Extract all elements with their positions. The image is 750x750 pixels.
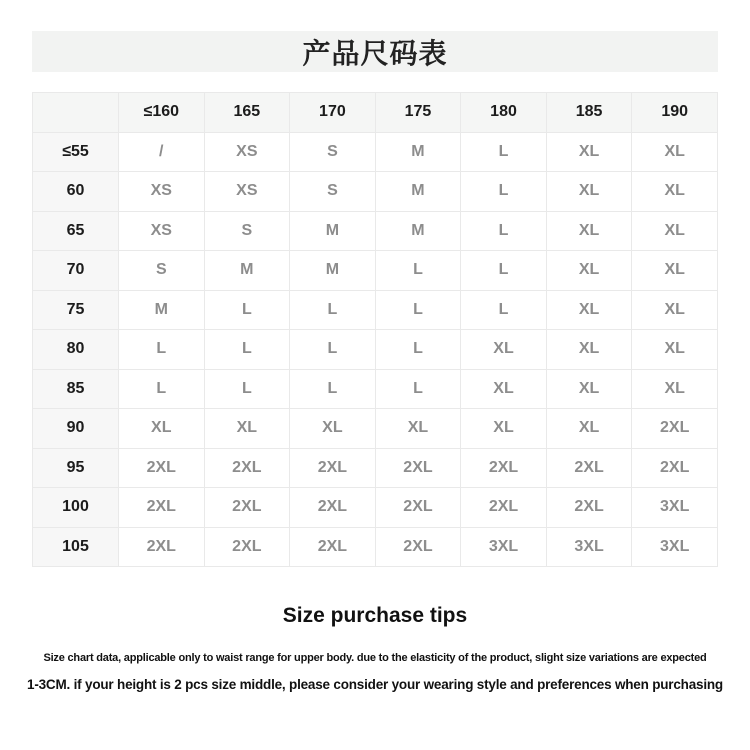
size-value-cell: S [204,211,290,251]
weight-label-cell: 100 [33,488,119,528]
size-value-cell: XL [546,132,632,172]
size-value-cell: XL [632,211,718,251]
size-value-cell: 2XL [290,527,376,567]
size-value-cell: M [204,251,290,291]
size-value-cell: L [119,369,205,409]
size-table-row [33,330,718,370]
size-value-cell: L [375,251,461,291]
tips-section [0,604,750,692]
size-value-cell: 2XL [375,448,461,488]
height-header-cell: 165 [204,93,290,133]
weight-label-cell: 105 [33,527,119,567]
height-header-cell: 180 [461,93,547,133]
tips-line-1: Size chart data, applicable only to waist range for upper body. due to the elasticity of the product, slight size variations are expected [43,652,707,664]
size-table-row [33,488,718,528]
corner-cell [33,93,119,133]
size-value-cell: 2XL [119,527,205,567]
size-value-cell: XL [546,290,632,330]
size-value-cell: XL [632,251,718,291]
height-header-cell: 185 [546,93,632,133]
size-value-cell: M [290,211,376,251]
size-value-cell: M [375,132,461,172]
weight-label-cell: ≤55 [33,132,119,172]
size-chart-page [0,31,750,750]
size-table-row [33,172,718,212]
size-value-cell: XS [204,132,290,172]
size-value-cell: L [204,290,290,330]
size-value-cell: L [204,330,290,370]
size-value-cell: 2XL [546,488,632,528]
size-table-head [33,93,718,133]
size-value-cell: XL [632,290,718,330]
size-value-cell: 2XL [119,488,205,528]
size-value-cell: 2XL [204,448,290,488]
size-value-cell: 2XL [290,448,376,488]
size-value-cell: 2XL [632,409,718,449]
size-value-cell: XL [632,369,718,409]
size-table-body [33,132,718,567]
size-value-cell: 2XL [546,448,632,488]
size-value-cell: 3XL [632,527,718,567]
size-value-cell: 2XL [461,488,547,528]
size-value-cell: L [290,330,376,370]
size-table-row [33,527,718,567]
size-value-cell: L [119,330,205,370]
size-value-cell: L [461,290,547,330]
size-value-cell: XL [375,409,461,449]
size-value-cell: XL [632,132,718,172]
size-table-row [33,409,718,449]
size-value-cell: XL [546,409,632,449]
size-table-row [33,132,718,172]
size-table-row [33,448,718,488]
size-value-cell: L [290,290,376,330]
height-header-cell: 170 [290,93,376,133]
size-value-cell: XL [632,172,718,212]
size-value-cell: XL [632,330,718,370]
weight-label-cell: 95 [33,448,119,488]
height-header-cell: 175 [375,93,461,133]
size-value-cell: S [119,251,205,291]
size-value-cell: XL [546,251,632,291]
size-value-cell: L [375,369,461,409]
size-table-row [33,211,718,251]
weight-label-cell: 80 [33,330,119,370]
size-value-cell: L [204,369,290,409]
size-value-cell: M [119,290,205,330]
size-value-cell: XL [290,409,376,449]
weight-label-cell: 65 [33,211,119,251]
weight-label-cell: 60 [33,172,119,212]
size-value-cell: L [461,132,547,172]
title-bar [32,31,718,72]
size-value-cell: XL [546,211,632,251]
size-value-cell: L [375,330,461,370]
size-value-cell: L [461,172,547,212]
size-value-cell: XL [461,330,547,370]
size-value-cell: 2XL [632,448,718,488]
size-value-cell: L [461,251,547,291]
size-value-cell: 2XL [204,488,290,528]
size-chart-table [32,92,718,567]
size-value-cell: XS [119,211,205,251]
size-value-cell: M [375,172,461,212]
height-header-cell: 190 [632,93,718,133]
size-value-cell: XL [204,409,290,449]
tips-line-2: 1-3CM. if your height is 2 pcs size middle, please consider your wearing style and preferences when purchasing [27,677,723,692]
height-header-row [33,93,718,133]
size-value-cell: S [290,172,376,212]
size-value-cell: S [290,132,376,172]
size-value-cell: XS [204,172,290,212]
size-value-cell: L [461,211,547,251]
page-title: 产品尺码表 [302,37,448,69]
size-value-cell: 2XL [375,488,461,528]
size-value-cell: M [375,211,461,251]
size-value-cell: / [119,132,205,172]
size-value-cell: XL [546,172,632,212]
size-value-cell: XL [546,369,632,409]
weight-label-cell: 70 [33,251,119,291]
weight-label-cell: 90 [33,409,119,449]
size-value-cell: L [290,369,376,409]
tips-heading: Size purchase tips [282,604,468,627]
size-table-row [33,290,718,330]
size-value-cell: L [375,290,461,330]
weight-label-cell: 75 [33,290,119,330]
height-header-cell: ≤160 [119,93,205,133]
size-value-cell: 2XL [119,448,205,488]
size-value-cell: 2XL [461,448,547,488]
size-value-cell: XL [546,330,632,370]
size-table-row [33,251,718,291]
size-value-cell: M [290,251,376,291]
size-value-cell: 2XL [290,488,376,528]
size-value-cell: XL [119,409,205,449]
size-value-cell: 2XL [204,527,290,567]
size-value-cell: XS [119,172,205,212]
size-table-row [33,369,718,409]
size-value-cell: XL [461,369,547,409]
size-value-cell: 3XL [546,527,632,567]
weight-label-cell: 85 [33,369,119,409]
size-value-cell: XL [461,409,547,449]
size-value-cell: 3XL [632,488,718,528]
size-value-cell: 2XL [375,527,461,567]
size-value-cell: 3XL [461,527,547,567]
